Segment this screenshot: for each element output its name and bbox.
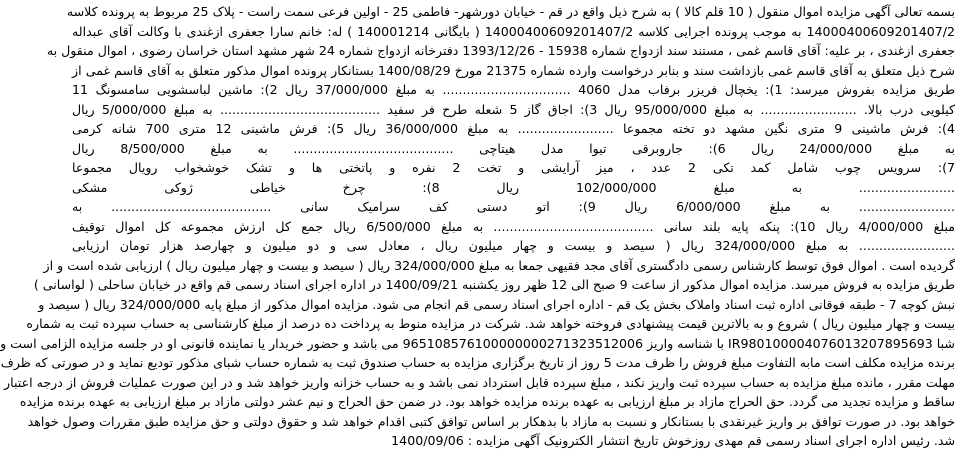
notice-line: 14000400609201407/2 به موجب پرونده اجرایی کلاسه 14000400609201407/2 ( بایگانی 140001214 ) له: خانم سارا جعفری ازغندی با وکالت آقای عبداله [72, 23, 955, 39]
notice-line: ساقط و مزایده تجدید می گردد. حق الحراج مازاد بر مبلغ ارزیابی به عهده برنده مزایده خواهد بود. در ضمن حق الحراج و نیم عشر دولتی مازاد بر مبلغ ارزیابی به عهده برنده مزایده [19, 394, 955, 409]
notice-line: نبش کوچه 7 - طبقه فوقانی اداره ثبت اسناد واملاک بخش یک قم - اداره اجرای اسناد رسمی قم انجام می شود. مزایده اموال مذکور از مبلغ پایه 324/000/000 ریال ( سیصد و [38, 296, 955, 312]
notice-line: شرح ذیل متعلق به آقای قاسم غمی بازداشت سند و بنابر درخواست وارده شماره 21375 مورخ 1400/08/29 بستانکار پرونده اموال مذکور متعلق به آقای قاسم غمی از [72, 62, 955, 78]
notice-line: ........................ به مبلغ 324/000/000 ریال ( سیصد و بیست و چهار میلیون ریال ، معادل سی و دو میلیون و چهارصد هزار تومان ارزیابی [72, 238, 956, 253]
notice-line: ........................ به مبلغ 6/000/000 ریال 9): اتو دستی کف سرامیک سانی ........................................ به [72, 199, 955, 214]
notice-line: طریق مزایده به فروش میرسد. مزایده اموال مذکور از ساعت 9 صبح الی 12 ظهر روز یکشنبه 1400/09/21 در اداره اجرای اسناد رسمی قم واقع در خیابان ساحلی ( لواسانی ) [33, 277, 955, 292]
notice-line: 7): سرویس چوب شامل کمد تکی 2 عدد ، میز آرایشی و تخت 2 نفره و پاتختی ها و تشک خوشخواب رویال مجموعا [72, 160, 956, 175]
notice-line: به مبلغ 24/000/000 ریال 6): جاروبرقی تیوا مدل هیتاچی ........................................ به مبلغ 8/500/000 ریال [72, 140, 956, 156]
notice-line: ........................ به مبلغ 102/000/000 ریال 8): چرخ خیاطی ژوکی مشکی [72, 179, 955, 195]
notice-line: جعفری ازغندی ، بر علیه: آقای قاسم غمی ، مستند سند ازدواج شماره 15938 - 1393/12/26 دفترخانه ازدواج شماره 24 شهر مشهد استان خراسان رضوی ، اموال منقول به [46, 43, 955, 58]
notice-line: مهلت مقرر ، مانده مبلغ مزایده به حساب سپرده ثبت واریز نکند ، مبلغ سپرده قابل استرداد نمی باشد و به حساب خزانه واریز خواهد شد و در این صورت عملیات فروش از درجه اعتبار [4, 374, 955, 390]
notice-line: خواهد بود. در صورت توافق بر واریز غیرنقدی با بستانکار و نسبت به مازاد با بدهکار بر اساس توافق کتبی اقدام خواهد شد و حقوق دولتی و حق مزایده طبق مقررات وصول خواهد [27, 413, 955, 429]
notice-line: بیست و چهار میلیون ریال ) شروع و به بالاترین قیمت پیشنهادی فروخته خواهد شد. شرکت در مزایده منوط به پرداخت ده درصد از مبلغ کارشناسی به حساب سپرده ثبت به شماره [26, 316, 955, 331]
notice-line: برنده مزایده مکلف است مابه التفاوت مبلغ فروش را ظرف مدت 5 روز از تاریخ برگزاری مزایده به حساب صندوق ثبت به شماره حساب شبای مذکور تودیع نماید و در صورتی که ظرف [0, 355, 955, 370]
notice-line: 4): فرش ماشینی 9 متری نگین مشهد دو تخته مجموعا ........................ به مبلغ 36/000/000 ریال 5): فرش ماشینی 12 متری 700 شانه کرمی [72, 121, 955, 136]
notice-line: کیلویی درب بالا. ........................ به مبلغ 95/000/000 ریال 3): اجاق گاز 5 شعله طرح فر سفید ........................................ به مبلغ 5/000/000 ریال [72, 101, 955, 117]
notice-line: بسمه تعالی آگهی مزایده اموال منقول ( 10 قلم کالا ) به شرح ذیل واقع در قم - خیابان دورشهر- فاطمی 25 - اولین فرعی سمت راست - پلاک 25 مربوط به پرونده کلاسه [66, 4, 955, 19]
notice-line: گردیده است . اموال فوق توسط کارشناس رسمی دادگستری آقای مجد فقیهی جمعا به مبلغ 324/000/000 ریال ( سیصد و بیست و چهار میلیون ریال ) ارزیابی شده است و از [43, 257, 955, 273]
notice-line: شبا IR980100004076013207895693 با شناسه واریز 965108576100000000271323512006 می باشد و حضور خریدار یا نماینده قانونی او در جلسه مزایده الزامی است و [0, 335, 955, 351]
notice-line: مبلغ 4/000/000 ریال 10): پنکه پایه بلند سانی ........................................ به مبلغ 6/500/000 ریال جمع کل ارزش مجموعه کل اموال توقیف [72, 218, 955, 234]
notice-line: طریق مزایده بفروش میرسد: 1): یخچال فریزر برفاب مدل 4060 ................................ به مبلغ 37/000/000 ریال 2): ماشین لباسشویی سامسونگ 11 [72, 82, 955, 97]
notice-line: شد. رئیس اداره اجرای اسناد رسمی قم مهدی روزخوش تاریخ انتشار الکترونیک آگهی مزایده : 1400/09/06 [391, 433, 955, 448]
